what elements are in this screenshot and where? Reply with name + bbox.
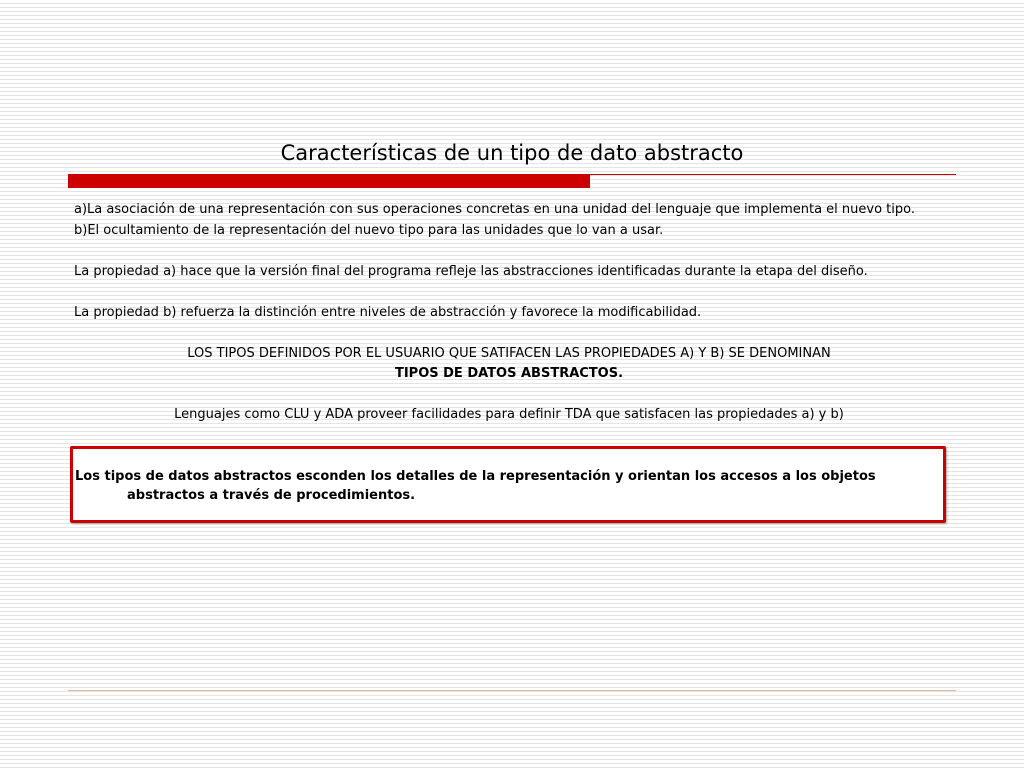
spacer	[74, 323, 944, 344]
paragraph-user-defined-types: LOS TIPOS DEFINIDOS POR EL USUARIO QUE SATIFACEN LAS PROPIEDADES A) Y B) SE DENOMINAN	[187, 345, 831, 361]
callout-box	[70, 446, 946, 523]
spacer	[74, 241, 944, 262]
paragraph-tda-name: TIPOS DE DATOS ABSTRACTOS.	[394, 366, 624, 381]
slide-title: Características de un tipo de dato abstracto	[280, 141, 744, 165]
spacer	[74, 282, 944, 303]
paragraph-property-b-effect: La propiedad b) refuerza la distinción entre niveles de abstracción y favorece la modificabilidad.	[74, 304, 702, 320]
paragraph-property-b: b)El ocultamiento de la representación del nuevo tipo para las unidades que lo van a usar.	[74, 222, 664, 238]
paragraph-property-a-effect: La propiedad a) hace que la versión final del programa refleje las abstracciones identificadas durante la etapa del diseño.	[74, 263, 868, 279]
title-underline-thick	[68, 174, 590, 188]
callout-text: Los tipos de datos abstractos esconden los detalles de la representación y orientan los accesos a los objetos abstractos a través de procedimientos.	[75, 469, 876, 503]
footer-divider	[68, 690, 956, 691]
title-underline-thin	[590, 174, 956, 175]
slide-body	[74, 200, 944, 426]
paragraph-languages: Lenguajes como CLU y ADA proveer facilidades para definir TDA que satisfacen las propiedades a) y b)	[174, 407, 844, 422]
title-underline-bar	[68, 174, 956, 188]
spacer	[74, 385, 944, 406]
paragraph-property-a: a)La asociación de una representación con sus operaciones concretas en una unidad del lenguaje que implementa el nuevo tipo.	[74, 202, 915, 217]
